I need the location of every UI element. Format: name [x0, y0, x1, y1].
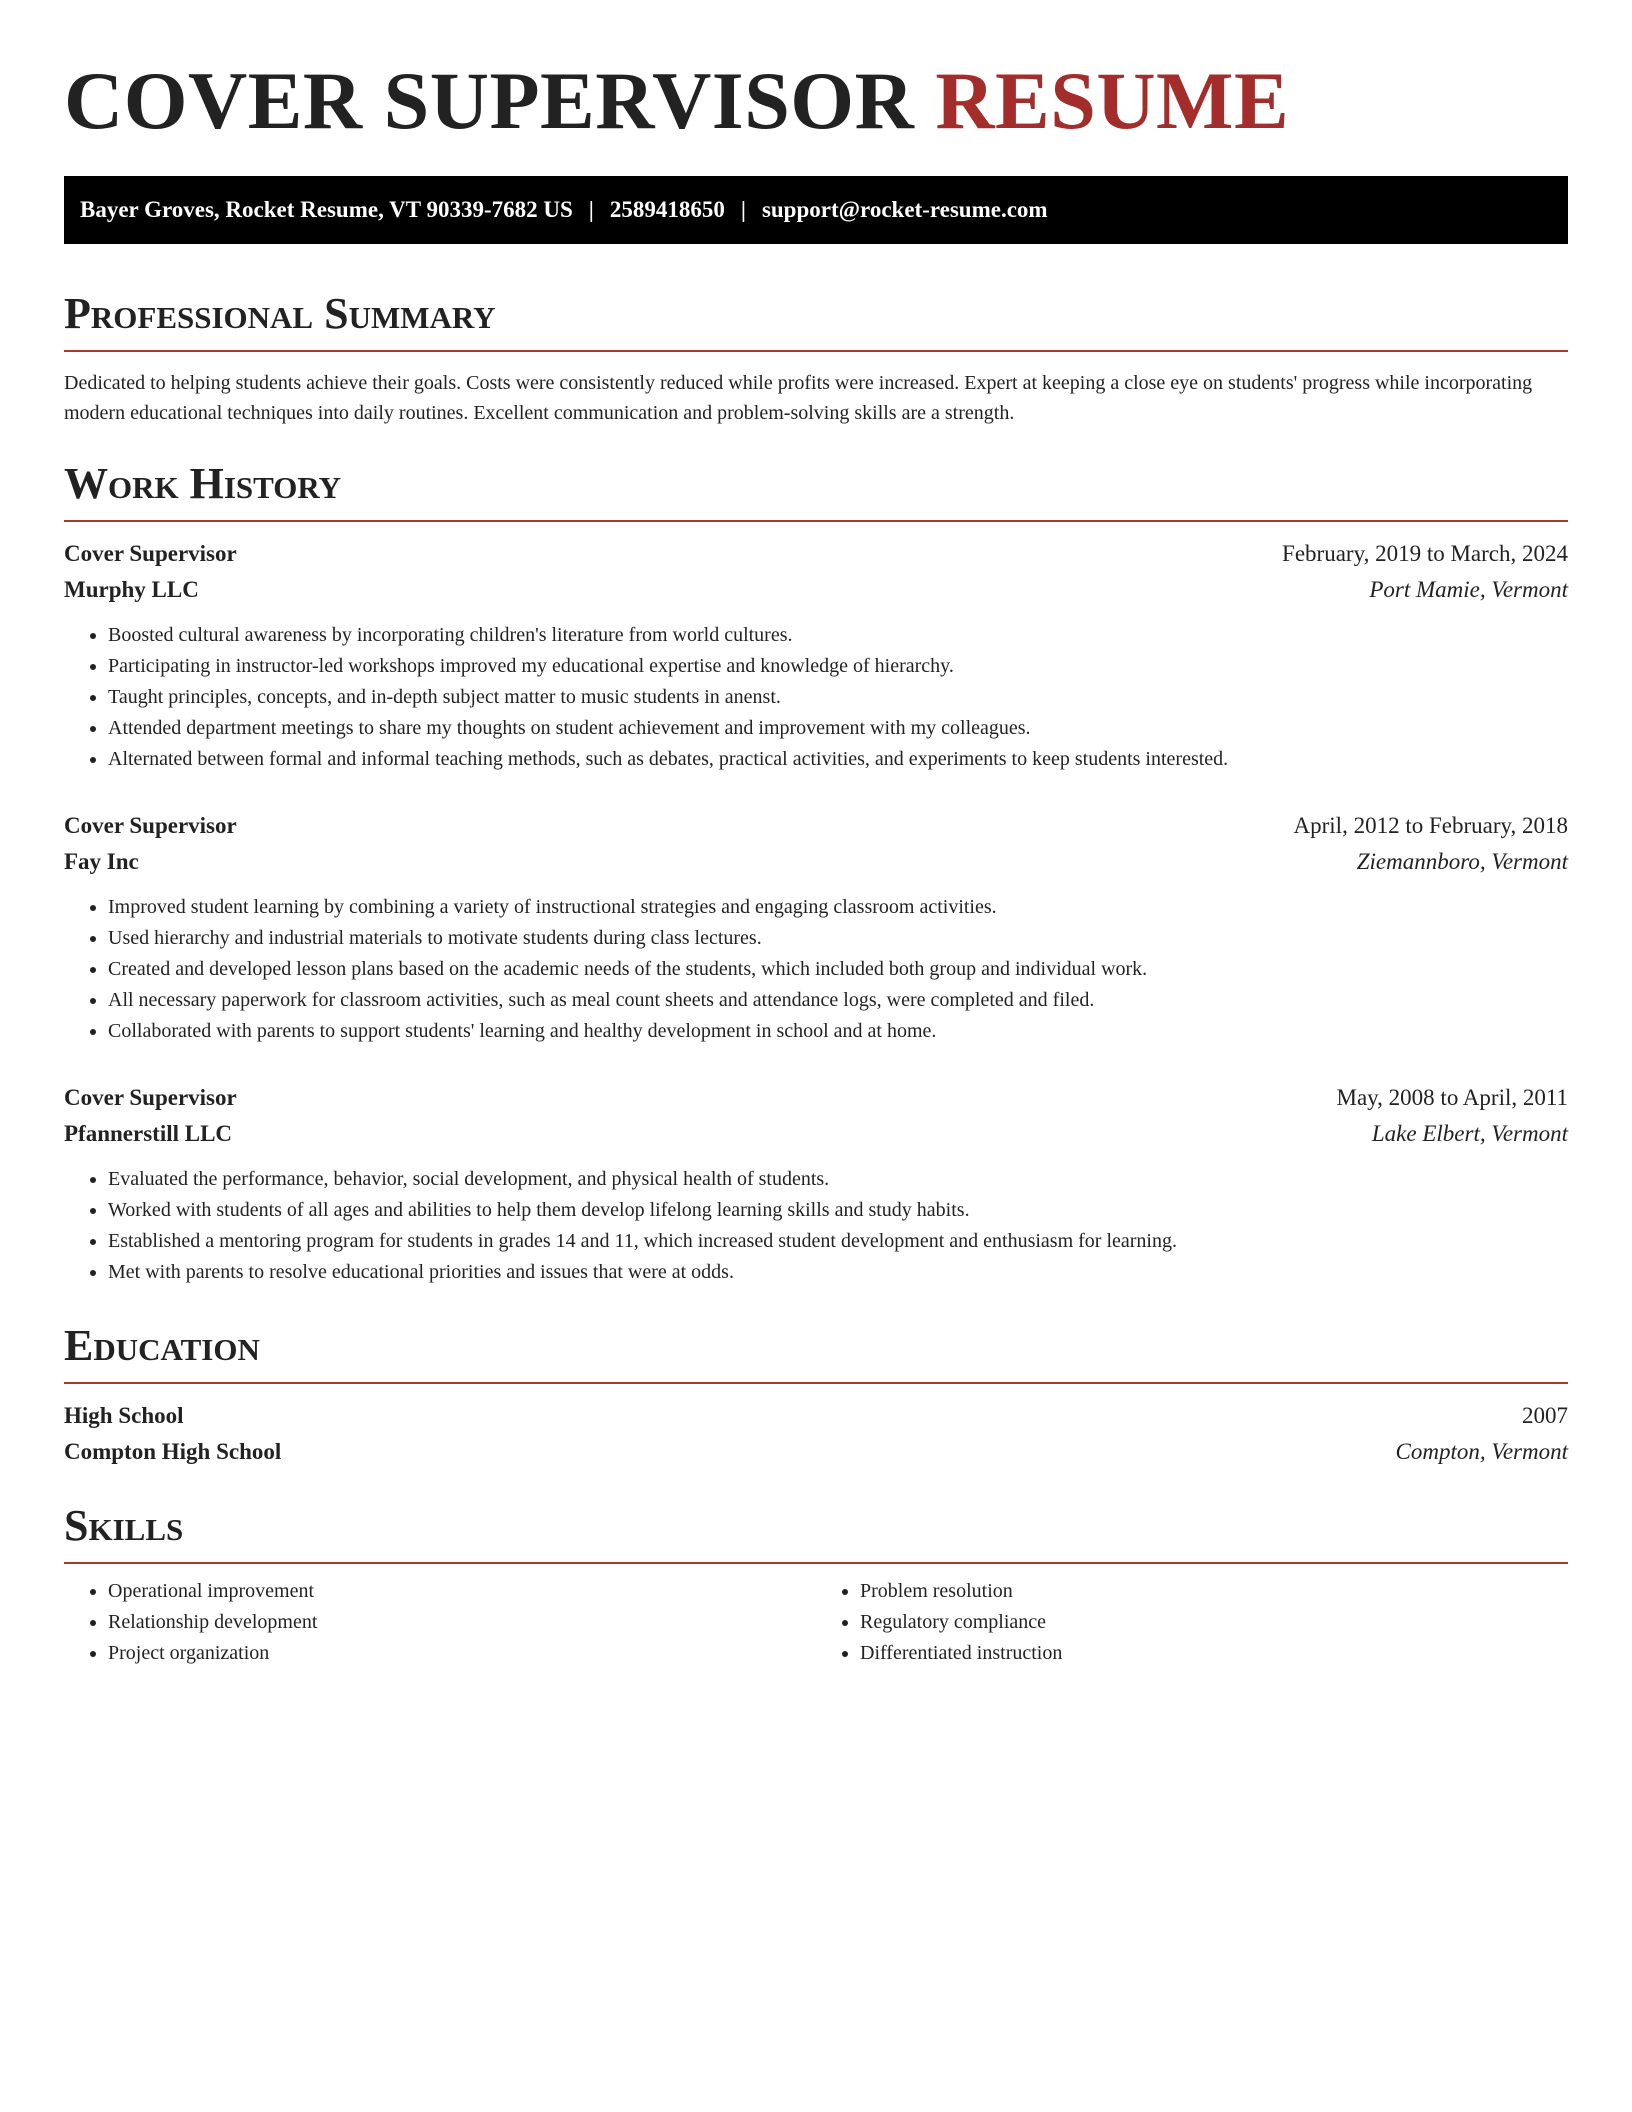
- list-item: • Improved student learning by combining a variety of instructional strategies and engaging classroom activities.: [108, 892, 1568, 923]
- job-location: Port Mamie, Vermont: [1369, 577, 1568, 602]
- list-item: • Problem resolution: [860, 1576, 1568, 1607]
- job-entry: [64, 1080, 1568, 1288]
- list-item: • Alternated between formal and informal teaching methods, such as debates, practical activities, and experiments to keep students interested.: [108, 744, 1568, 775]
- list-item: • Used hierarchy and industrial materials to motivate students during class lectures.: [108, 923, 1568, 954]
- skills-list-left: [64, 1576, 816, 1669]
- skills-columns: [64, 1576, 1568, 1669]
- list-item: • Established a mentoring program for students in grades 14 and 11, which increased student development and enthusiasm for learning.: [108, 1226, 1568, 1257]
- contact-bar: [64, 176, 1568, 244]
- list-item: • Relationship development: [108, 1607, 816, 1638]
- job-company: Murphy LLC: [64, 577, 199, 602]
- skills-list-right: [816, 1576, 1568, 1669]
- list-item: • Worked with students of all ages and abilities to help them develop lifelong learning skills and study habits.: [108, 1195, 1568, 1226]
- education-degree-row: [64, 1398, 1568, 1434]
- list-item: • Participating in instructor-led workshops improved my educational expertise and knowledge of hierarchy.: [108, 651, 1568, 682]
- education-location: Compton, Vermont: [1395, 1439, 1568, 1464]
- job-entry: [64, 536, 1568, 775]
- education-school: Compton High School: [64, 1439, 282, 1464]
- job-bullets: [64, 620, 1568, 775]
- list-item: • Operational improvement: [108, 1576, 816, 1607]
- education-school-row: [64, 1434, 1568, 1470]
- list-item: • Boosted cultural awareness by incorporating children's literature from world cultures.: [108, 620, 1568, 651]
- list-item: • Regulatory compliance: [860, 1607, 1568, 1638]
- contact-phone[interactable]: 2589418650: [609, 197, 725, 222]
- summary-heading: Professional Summary: [64, 289, 496, 338]
- section-divider: [64, 1382, 1568, 1384]
- job-title: Cover Supervisor: [64, 1085, 237, 1110]
- list-item: • Differentiated instruction: [860, 1638, 1568, 1669]
- list-item: • Met with parents to resolve educational priorities and issues that were at odds.: [108, 1257, 1568, 1288]
- work-heading: Work History: [64, 459, 342, 508]
- work-section: [64, 456, 1568, 522]
- list-item: • Collaborated with parents to support students' learning and healthy development in school and at home.: [108, 1016, 1568, 1047]
- list-item: • Taught principles, concepts, and in-depth subject matter to music students in anenst.: [108, 682, 1568, 713]
- education-degree: High School: [64, 1403, 184, 1428]
- job-title-row: [64, 536, 1568, 572]
- job-company-row: [64, 572, 1568, 608]
- job-location: Lake Elbert, Vermont: [1371, 1121, 1568, 1146]
- list-item: • Project organization: [108, 1638, 816, 1669]
- job-bullets: [64, 892, 1568, 1047]
- job-title-row: [64, 808, 1568, 844]
- list-item: • Evaluated the performance, behavior, social development, and physical health of students.: [108, 1164, 1568, 1195]
- summary-text: Dedicated to helping students achieve their goals. Costs were consistently reduced while profits were increased. Expert at keeping a close eye on students' progress while incorporating modern educational techniques into daily routines. Excellent communication and problem-solving skills are a strength.: [64, 372, 1533, 424]
- education-section: [64, 1318, 1568, 1470]
- contact-email[interactable]: support@rocket-resume.com: [761, 197, 1048, 222]
- job-bullets: [64, 1164, 1568, 1288]
- section-divider: [64, 350, 1568, 352]
- job-title: Cover Supervisor: [64, 813, 237, 838]
- job-title-row: [64, 1080, 1568, 1116]
- contact-separator: |: [740, 197, 746, 222]
- job-title: Cover Supervisor: [64, 541, 237, 566]
- title-main: COVER SUPERVISOR: [64, 55, 915, 146]
- contact-separator: |: [588, 197, 594, 222]
- skills-section: [64, 1498, 1568, 1669]
- resume-page: [64, 0, 1568, 1664]
- list-item: • Attended department meetings to share my thoughts on student achievement and improvement with my colleagues.: [108, 713, 1568, 744]
- education-heading: Education: [64, 1321, 260, 1370]
- section-divider: [64, 520, 1568, 522]
- job-dates: April, 2012 to February, 2018: [1293, 813, 1568, 838]
- education-year: 2007: [1522, 1403, 1568, 1428]
- job-company: Fay Inc: [64, 849, 139, 874]
- job-dates: May, 2008 to April, 2011: [1336, 1085, 1568, 1110]
- list-item: • All necessary paperwork for classroom activities, such as meal count sheets and attendance logs, were completed and filed.: [108, 985, 1568, 1016]
- job-location: Ziemannboro, Vermont: [1356, 849, 1568, 874]
- job-dates: February, 2019 to March, 2024: [1282, 541, 1568, 566]
- page-title: [64, 55, 1568, 146]
- contact-address: Bayer Groves, Rocket Resume, VT 90339-7682 US: [80, 197, 573, 222]
- job-company: Pfannerstill LLC: [64, 1121, 233, 1146]
- summary-section: [64, 286, 1568, 428]
- section-divider: [64, 1562, 1568, 1564]
- skills-heading: Skills: [64, 1501, 184, 1550]
- job-company-row: [64, 844, 1568, 880]
- title-accent: RESUME: [935, 55, 1290, 146]
- job-entry: [64, 808, 1568, 1047]
- job-company-row: [64, 1116, 1568, 1152]
- list-item: • Created and developed lesson plans based on the academic needs of the students, which included both group and individual work.: [108, 954, 1568, 985]
